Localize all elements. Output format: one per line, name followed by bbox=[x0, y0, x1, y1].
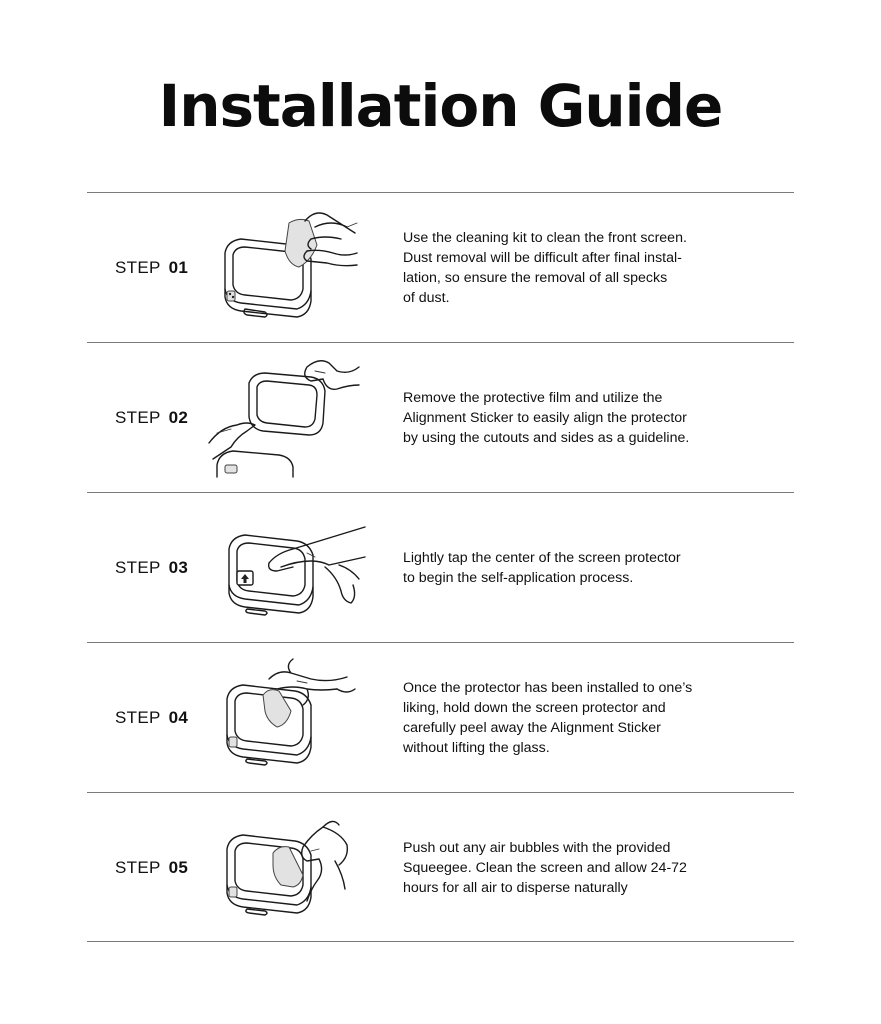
step-line: to begin the self-application process. bbox=[403, 570, 634, 586]
step-03 bbox=[87, 493, 794, 643]
step-04 bbox=[87, 643, 794, 793]
step-line: Dust removal will be difficult after final instal- bbox=[403, 250, 682, 266]
step-word: STEP bbox=[115, 858, 161, 877]
step-line: lation, so ensure the removal of all specks bbox=[403, 270, 668, 286]
step-number: 02 bbox=[168, 408, 189, 427]
step-description bbox=[403, 343, 703, 493]
step-line: Lightly tap the center of the screen protector bbox=[403, 550, 681, 566]
step-number: 04 bbox=[168, 708, 189, 727]
step-line: Push out any air bubbles with the provided bbox=[403, 840, 671, 856]
tap-center-illustration bbox=[207, 505, 367, 633]
step-line: Alignment Sticker to easily align the protector bbox=[403, 410, 687, 426]
step-number: 05 bbox=[168, 858, 189, 877]
step-word: STEP bbox=[115, 408, 161, 427]
step-label bbox=[115, 193, 188, 343]
divider bbox=[87, 941, 794, 942]
step-line: Use the cleaning kit to clean the front screen. bbox=[403, 230, 687, 246]
step-word: STEP bbox=[115, 558, 161, 577]
alignment-sticker-illustration bbox=[207, 355, 367, 483]
step-line: hours for all air to disperse naturally bbox=[403, 880, 628, 896]
step-line: by using the cutouts and sides as a guideline. bbox=[403, 430, 690, 446]
cleaning-cloth-illustration bbox=[207, 205, 367, 333]
step-label bbox=[115, 793, 188, 943]
step-word: STEP bbox=[115, 708, 161, 727]
step-number: 03 bbox=[168, 558, 189, 577]
step-description bbox=[403, 193, 703, 343]
step-line: Remove the protective film and utilize the bbox=[403, 390, 663, 406]
step-description bbox=[403, 793, 703, 943]
step-label bbox=[115, 643, 188, 793]
step-line: liking, hold down the screen protector and bbox=[403, 700, 666, 716]
step-01 bbox=[87, 193, 794, 343]
step-02 bbox=[87, 343, 794, 493]
step-label bbox=[115, 343, 188, 493]
step-description bbox=[403, 493, 703, 643]
step-line: Once the protector has been installed to one’s bbox=[403, 680, 693, 696]
step-05 bbox=[87, 793, 794, 943]
step-line: carefully peel away the Alignment Sticker bbox=[403, 720, 661, 736]
step-word: STEP bbox=[115, 258, 161, 277]
page-title: Installation Guide bbox=[158, 72, 723, 140]
peel-sticker-illustration bbox=[207, 655, 367, 783]
step-line: of dust. bbox=[403, 290, 450, 306]
step-description bbox=[403, 643, 703, 793]
step-label bbox=[115, 493, 188, 643]
squeegee-illustration bbox=[207, 805, 367, 933]
step-line: Squeegee. Clean the screen and allow 24-72 bbox=[403, 860, 687, 876]
step-line: without lifting the glass. bbox=[403, 740, 550, 756]
step-number: 01 bbox=[168, 258, 189, 277]
